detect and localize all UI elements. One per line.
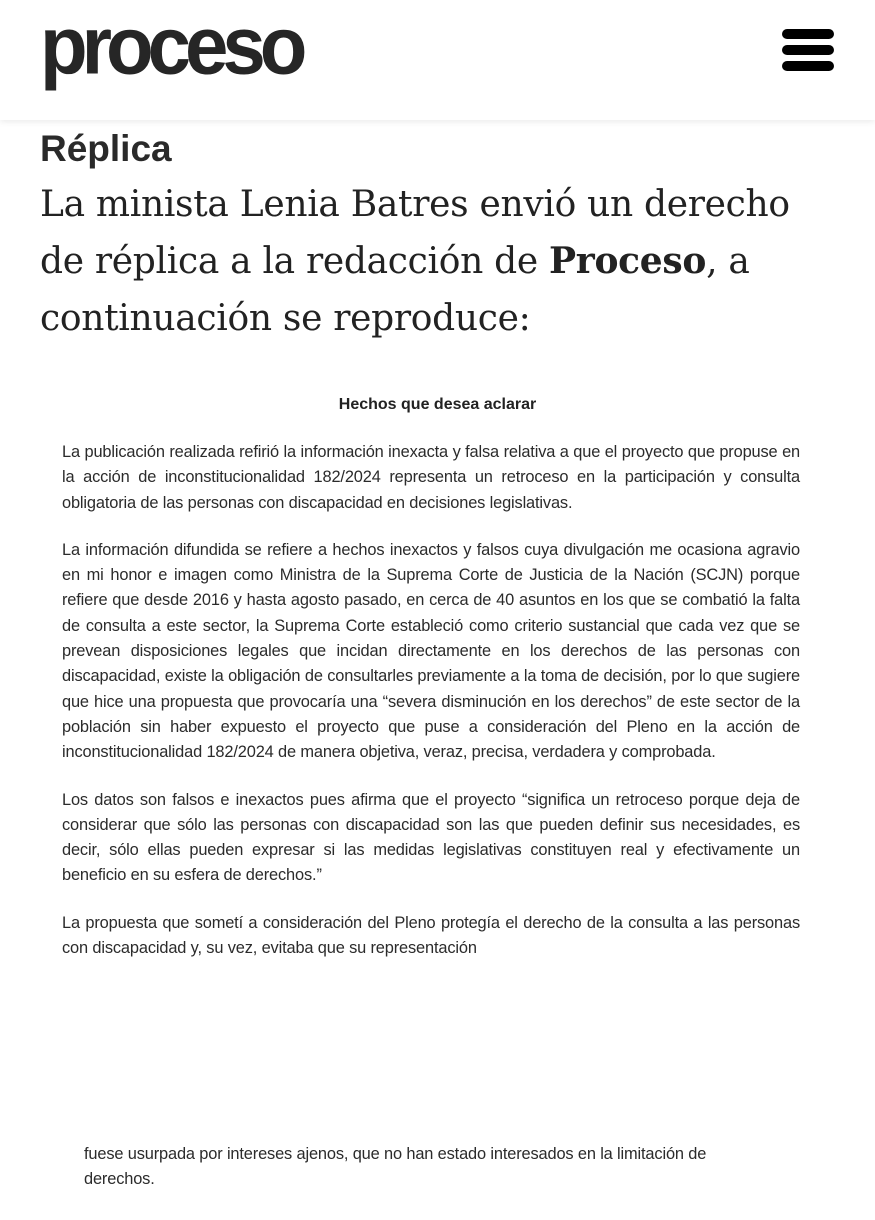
article	[0, 122, 875, 1200]
document-image-continuation	[40, 1140, 835, 1220]
proceso-logo[interactable]: proceso	[40, 0, 302, 92]
article-kicker: Réplica	[40, 128, 172, 169]
site-header	[0, 0, 875, 120]
hamburger-menu-icon[interactable]	[782, 29, 836, 71]
article-lead	[40, 176, 840, 347]
document-paragraph: fuese usurpada por intereses ajenos, que no han estado interesados en la limitación de derechos.	[84, 1145, 707, 1189]
document-image	[40, 370, 835, 1110]
lead-bold-text: Proceso	[549, 240, 707, 282]
document-paragraph: Los datos son falsos e inexactos pues afirma que el proyecto “significa un retroceso porque deja de considerar que sólo las personas con discapacidad son las que pueden definir sus necesidades, es decir, sólo ellas pueden expresar si las medidas legislativas constituyen real y efectivamente un beneficio en su esfera de derechos.”	[62, 790, 800, 885]
lead-text: La minista Lenia Batres envió un derecho de réplica a la redacción de	[40, 184, 790, 282]
lead-text-end: , a continuación se reproduce:	[40, 241, 750, 339]
document-title: Hechos que desea aclarar	[338, 396, 537, 413]
document-paragraph: La información difundida se refiere a hechos inexactos y falsos cuya divulgación me ocasiona agravio en mi honor e imagen como Ministra de la Suprema Corte de Justicia de la Nación (SCJN) porque refiere que desde 2016 y hasta agosto pasado, en cerca de 40 asuntos en los que se combatió la falta de consulta a este sector, la Suprema Corte estableció como criterio sustancial que cada vez que se prevean disposiciones legales que incidan directamente en los derechos de las personas con discapacidad, existe la obligación de consultarles previamente a la toma de decisión, por lo que sugiere que hice una propuesta que provocaría una “severa disminución en los derechos” de este sector de la población sin haber expuesto el proyecto que puse a consideración del Pleno en la acción de inconstitucionalidad 182/2024 de manera objetiva, veraz, precisa, verdadera y comprobada.	[62, 540, 800, 762]
document-paragraph: La publicación realizada refirió la información inexacta y falsa relativa a que el proyecto que propuse en la acción de inconstitucionalidad 182/2024 representa un retroceso en la participación y consulta obligatoria de las personas con discapacidad en decisiones legislativas.	[62, 443, 800, 512]
document-paragraph: La propuesta que sometí a consideración del Pleno protegía el derecho de la consulta a las personas con discapacidad y, su vez, evitaba que su representación	[62, 913, 800, 958]
